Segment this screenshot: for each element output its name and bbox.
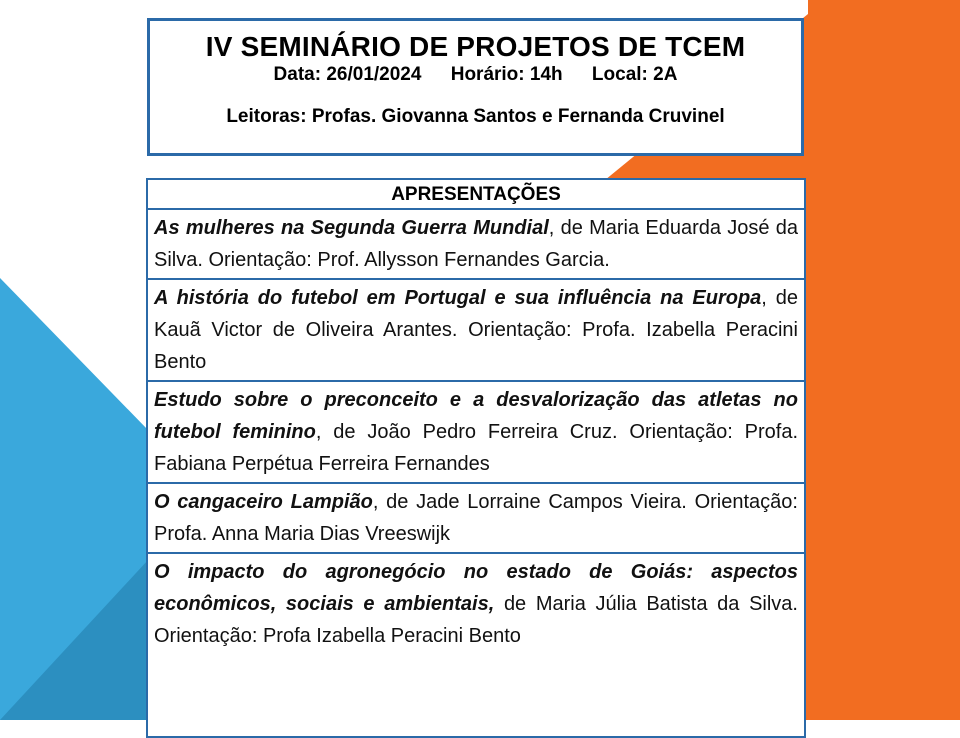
presentation-details: , de Kauã Victor de Oliveira Arantes. Orientação: Profa. Izabella Peracini Bento [154, 287, 799, 373]
presentation-title: As mulheres na Segunda Guerra Mundial [154, 217, 549, 239]
presentation-details: de Maria Júlia Batista da Silva. Orientação: Profa Izabella Peracini Bento [154, 593, 798, 647]
presentation-title: A história do futebol em Portugal e sua influência na Europa [154, 287, 762, 309]
presentation-title: O impacto do agronegócio no estado de Goiás: aspectos econômicos, sociais e ambientais, [154, 561, 798, 615]
event-readers: Leitoras: Profas. Giovanna Santos e Fernanda Cruvinel [226, 106, 725, 127]
presentation-title: O cangaceiro Lampião [154, 491, 373, 513]
presentations-table [146, 178, 806, 738]
event-place: Local: 2A [591, 64, 678, 85]
presentation-details: , de Maria Eduarda José da Silva. Orientação: Prof. Allysson Fernandes Garcia. [154, 217, 799, 271]
presentation-details: , de João Pedro Ferreira Cruz. Orientação: Profa. Fabiana Perpétua Ferreira Fernandes [154, 421, 798, 475]
event-time: Horário: 14h [450, 64, 563, 85]
event-meta [150, 63, 801, 87]
orange-right-band [806, 150, 960, 720]
page-title: IV SEMINÁRIO DE PROJETOS DE TCEM [205, 31, 746, 62]
table-header: APRESENTAÇÕES [148, 180, 804, 210]
event-date: Data: 26/01/2024 [273, 64, 422, 85]
table-row [148, 554, 804, 654]
table-row [148, 210, 804, 280]
presentation-title: Estudo sobre o preconceito e a desvalorização das atletas no futebol feminino [154, 389, 798, 443]
table-row [148, 280, 804, 382]
table-row [148, 484, 804, 554]
presentation-details: , de Jade Lorraine Campos Vieira. Orientação: Profa. Anna Maria Dias Vreeswijk [154, 491, 798, 545]
table-row [148, 382, 804, 484]
header-box [147, 18, 804, 156]
